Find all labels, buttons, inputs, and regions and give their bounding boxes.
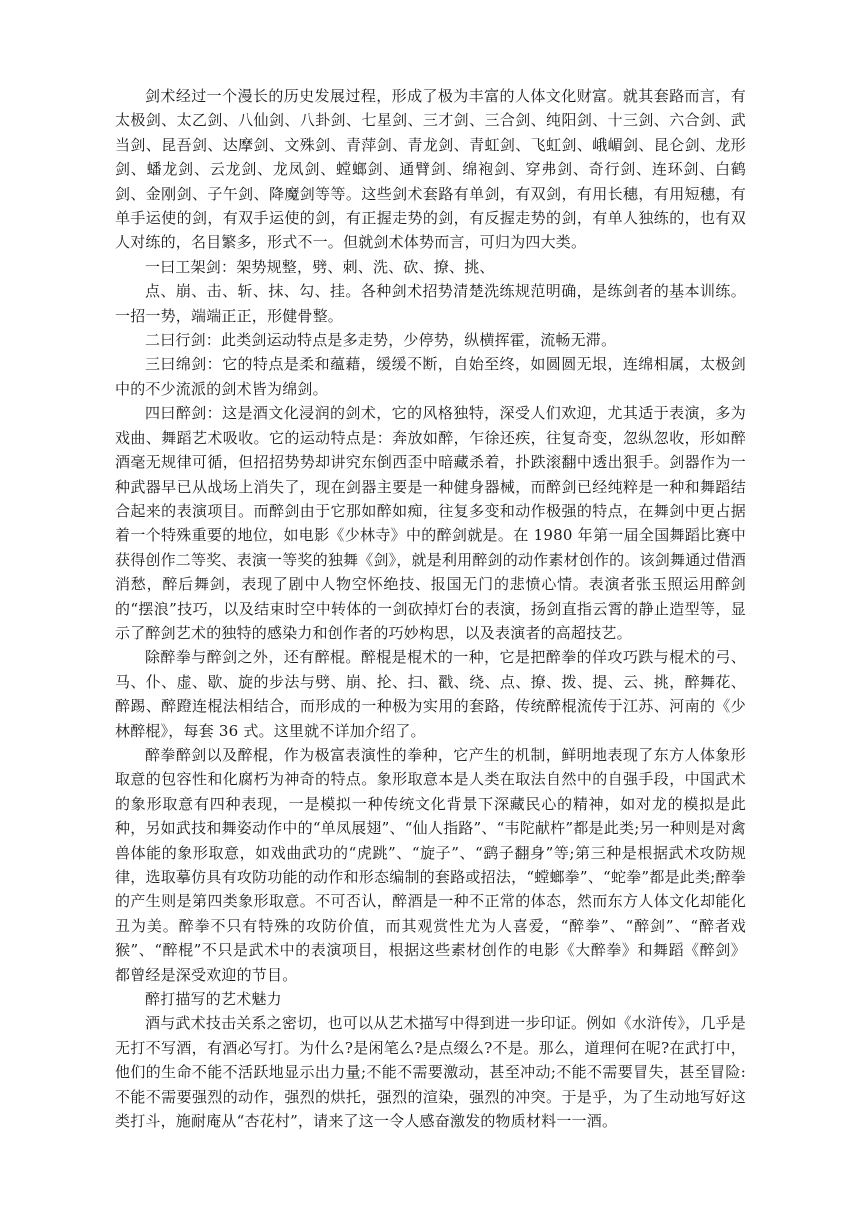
- paragraph-frame-sword-heading: 一曰工架剑：架势规整，劈、刺、洗、砍、撩、挑、: [145, 257, 495, 276]
- paragraph-imitation-forms: 醉拳醉剑以及醉棍，作为极富表演性的拳种，它产生的机制，鲜明地表现了东方人体象形取意的包容性和化腐朽为神奇的特点。象形取意本是人类在取法自然中的自强手段，中国武术的象形取意有四种表现，一是模拟一种传统文化背景下深藏民心的精神，如对龙的模拟是此种，另如武技和舞姿动作中的“单凤展翅”、“仙人指路”、“韦陀献杵”都是此类;另一种则是对禽兽体能的象形取意，如戏曲武功的“虎跳”、“旋子”、“鹞子翻身”等;第三种是根据武术攻防规律，选取摹仿具有攻防功能的动作和形态编制的套路或招法，“螳螂拳”、“蛇拳”都是此类;醉拳的产生则是第四类象形取意。不可否认，醉酒是一种不正常的体态，然而东方人体文化却能化丑为美。醉拳不只有特殊的攻防价值，而其观赏性尤为人喜爱，“醉拳”、“醉剑”、“醉者戏猴”、“醉棍”不只是武术中的表演项目，根据这些素材创作的电影《大醉拳》和舞蹈《醉剑》都曾经是深受欢迎的节目。: [115, 745, 746, 984]
- section-heading-drunken-fight: 醉打描写的艺术魅力: [145, 990, 282, 1009]
- paragraph-walking-sword: 二曰行剑：此类剑运动特点是多走势，少停势，纵横挥霍，流畅无滞。: [145, 331, 617, 350]
- paragraph-frame-sword-body: 点、崩、击、斩、抹、勾、挂。各种剑术招势清楚洗练规范明确，是练剑者的基本训练。一招一势，端端正正，形健骨整。: [115, 282, 746, 325]
- paragraph-drunken-staff: 除醉拳与醉剑之外，还有醉棍。醉棍是棍术的一种，它是把醉拳的佯攻巧跌与棍术的弓、马、仆、虚、歇、旋的步法与劈、崩、抡、扫、戳、绕、点、撩、拨、提、云、挑，醉舞花、醉踢、醉蹬连棍法相结合，而形成的一种极为实用的套路，传统醉棍流传于江苏、河南的《少林醉棍》，每套 36 式。这里就不详加介绍了。: [115, 648, 746, 740]
- paragraph-drunken-sword: 四曰醉剑：这是酒文化浸润的剑术，它的风格独特，深受人们欢迎，尤其适于表演，多为戏曲、舞蹈艺术吸收。它的运动特点是：奔放如醉，乍徐还疾，往复奇变，忽纵忽收，形如醉酒毫无规律可循，但招招势势却讲究东倒西歪中暗藏杀着，扑跌滚翻中透出狠手。剑器作为一种武器早已从战场上消失了，现在剑器主要是一种健身器械，而醉剑已经纯粹是一种和舞蹈结合起来的表演项目。而醉剑由于它那如醉如痴，往复多变和动作极强的特点，在舞剑中更占据着一个特殊重要的地位，如电影《少林寺》中的醉剑就是。在 1980 年第一届全国舞蹈比赛中获得创作二等奖、表演一等奖的独舞《剑》，就是利用醉剑的动作素材创作的。该剑舞通过借酒消愁，醉后舞剑，表现了剧中人物空怀绝技、报国无门的悲愤心情。表演者张玉照运用醉剑的“摆浪”技巧，以及结束时空中转体的一剑砍掉灯台的表演，扬剑直指云霄的静止造型等，显示了醉剑艺术的独特的感染力和创作者的巧妙构思，以及表演者的高超技艺。: [115, 404, 746, 642]
- paragraph-soft-sword: 三曰绵剑：它的特点是柔和蕴藉，缓缓不断，自始至终，如圆圆无垠，连绵相属，太极剑中的不少流派的剑术皆为绵剑。: [115, 355, 746, 398]
- paragraph-sword-overview: 剑术经过一个漫长的历史发展过程，形成了极为丰富的人体文化财富。就其套路而言，有太极剑、太乙剑、八仙剑、八卦剑、七星剑、三才剑、三合剑、纯阳剑、十三剑、六合剑、武当剑、昆吾剑、达摩剑、文殊剑、青萍剑、青龙剑、青虹剑、飞虹剑、峨嵋剑、昆仑剑、龙形剑、蟠龙剑、云龙剑、龙凤剑、螳螂剑、通臂剑、绵袍剑、穿弗剑、奇行剑、连环剑、白鹤剑、金刚剑、子午剑、降魔剑等等。这些剑术套路有单剑，有双剑，有用长穗，有用短穗，有单手运使的剑，有双手运使的剑，有正握走势的剑，有反握走势的剑，有单人独练的，也有双人对练的，名目繁多，形式不一。但就剑术体势而言，可归为四大类。: [115, 87, 746, 252]
- paragraph-wine-and-martial-arts: 酒与武术技击关系之密切，也可以从艺术描写中得到进一步印证。例如《水浒传》，几乎是无打不写酒，有酒必写打。为什么?是闲笔么?是点缀么?不是。那么，道理何在呢?在武打中，他们的生命不能不活跃地显示出力量;不能不需要激动，甚至冲动;不能不需要冒失，甚至冒险: 不能不需要强烈的动作，强烈的烘托，强烈的渲染，强烈的冲突。于是乎，为了生动地写好这类打斗，施耐庵从“杏花村”，请来了这一令人感奋激发的物质材料一一酒。: [115, 1014, 746, 1131]
